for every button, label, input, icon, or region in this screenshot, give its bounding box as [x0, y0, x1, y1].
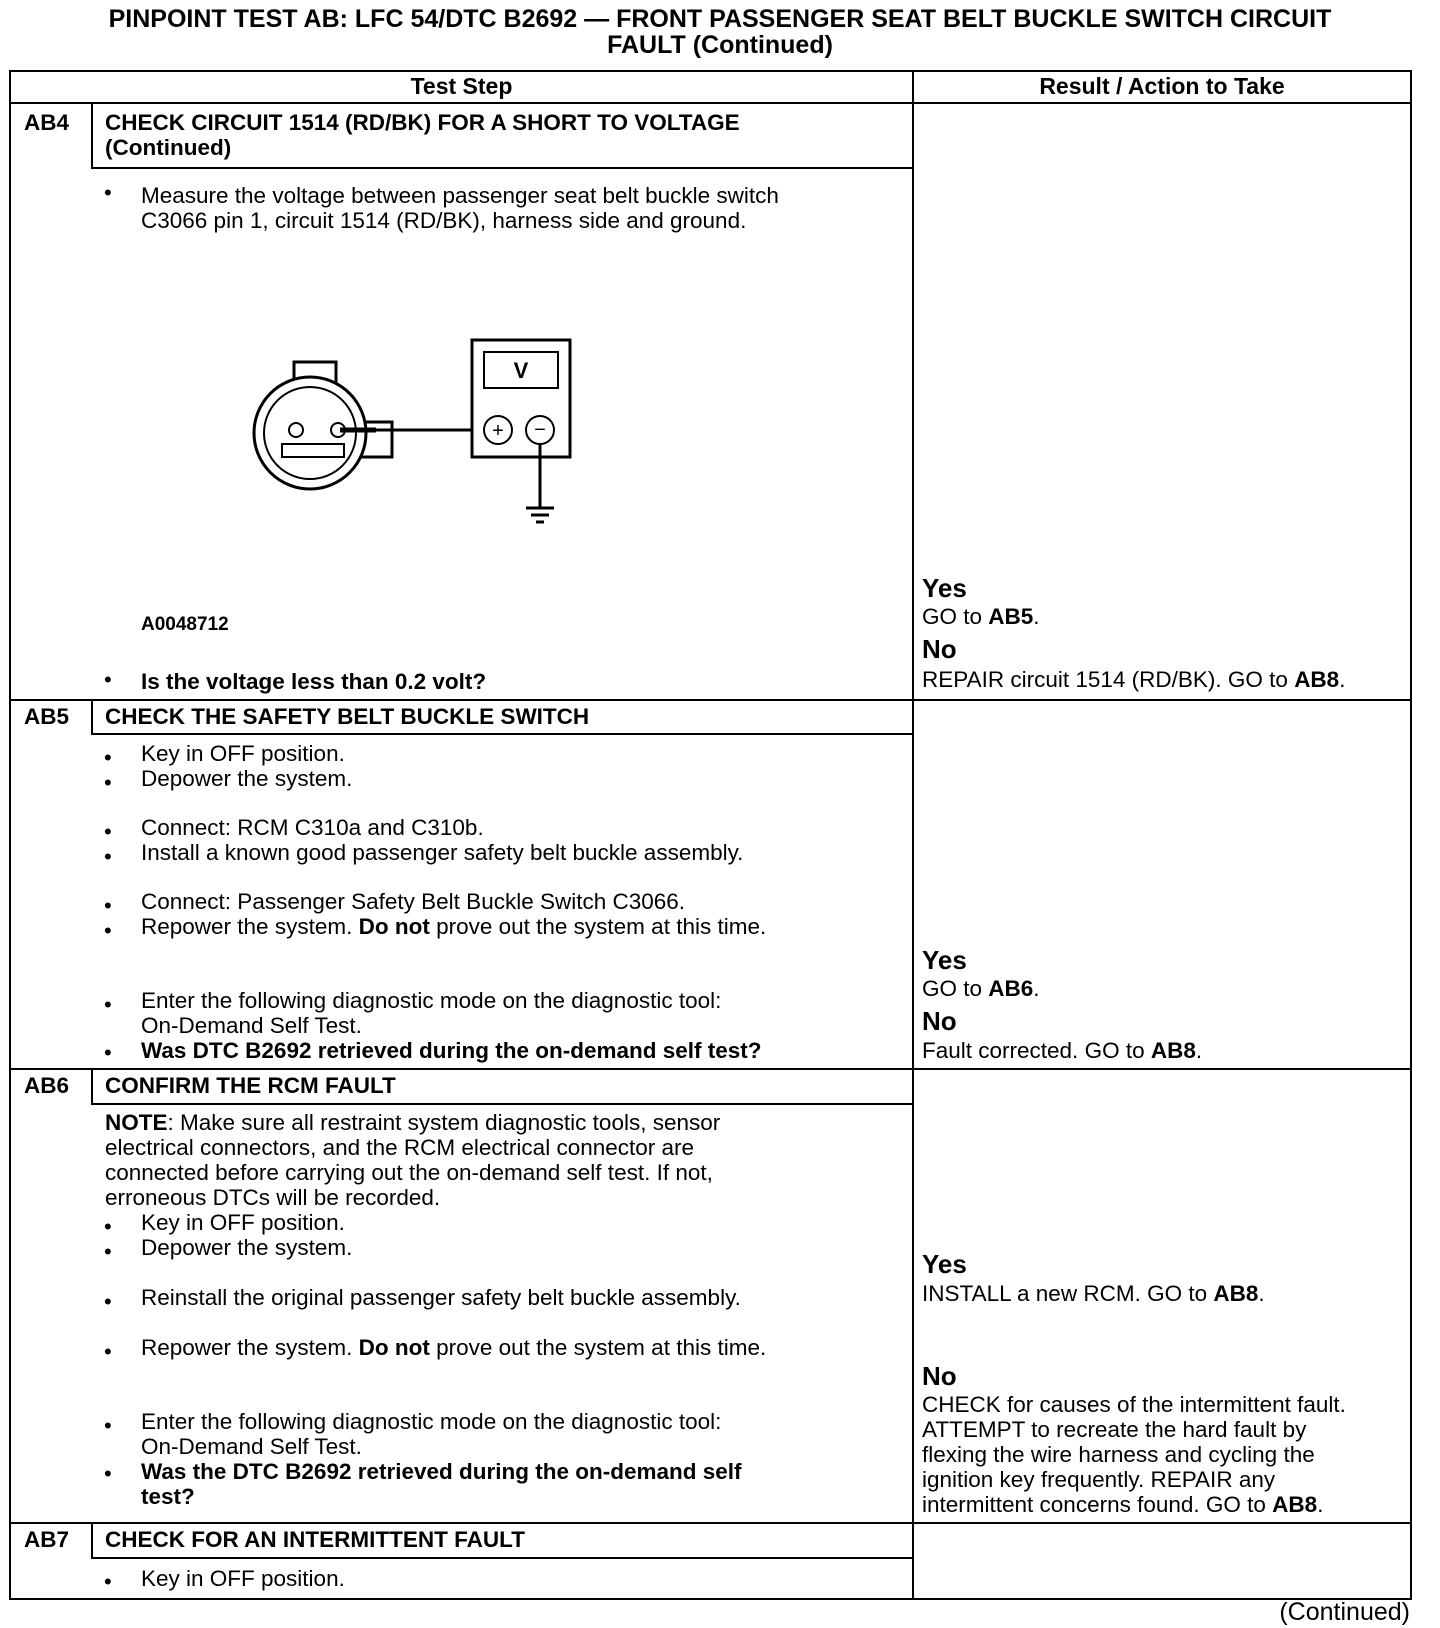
bullet: • — [104, 819, 112, 844]
title-line-2: FAULT (Continued) — [607, 31, 833, 59]
ab6-heading: CONFIRM THE RCM FAULT — [105, 1073, 396, 1098]
ab4-no-target[interactable]: AB8 — [1294, 667, 1340, 692]
ab5-step-5: Connect: Passenger Safety Belt Buckle Switch C3066. — [141, 889, 686, 914]
svg-text:−: − — [534, 419, 546, 441]
step-id-ab6: AB6 — [24, 1073, 70, 1098]
step-id-divider — [91, 104, 93, 168]
ab5-no-action: Fault corrected. GO to AB8. — [922, 1038, 1203, 1063]
note-label: NOTE — [105, 1110, 168, 1135]
step-id-divider — [91, 1524, 93, 1557]
ab6-note: NOTE: Make sure all restraint system diagnostic tools, sensor — [105, 1110, 721, 1135]
ab5-yes-label: Yes — [922, 945, 967, 975]
ab5-step-4: Install a known good passenger safety belt buckle assembly. — [141, 840, 744, 865]
ab4-question: Is the voltage less than 0.2 volt? — [141, 669, 487, 694]
ab7-heading-divider — [91, 1557, 912, 1559]
bullet: • — [104, 1569, 112, 1594]
ab5-no-label: No — [922, 1006, 957, 1036]
header-divider — [9, 102, 1412, 104]
ab6-question: Was the DTC B2692 retrieved during the on-demand self — [141, 1459, 742, 1484]
ab6-step-3: Reinstall the original passenger safety belt buckle assembly. — [141, 1285, 741, 1310]
ab4-heading-continued: (Continued) — [105, 135, 232, 160]
row-divider — [9, 1068, 1412, 1070]
step-id-ab4: AB4 — [24, 110, 70, 135]
svg-text:+: + — [492, 420, 504, 442]
ab6-yes-target[interactable]: AB8 — [1213, 1281, 1259, 1306]
meter-symbol: V — [513, 358, 529, 383]
ab5-heading-divider — [91, 733, 912, 735]
bullet: • — [104, 1214, 112, 1239]
ab6-step-1: Key in OFF position. — [141, 1210, 345, 1235]
ab6-step-5-cont: On-Demand Self Test. — [141, 1434, 362, 1459]
bullet: • — [104, 770, 112, 795]
ab6-note-line-3: connected before carrying out the on-demand self test. If not, — [105, 1160, 713, 1185]
ab7-heading: CHECK FOR AN INTERMITTENT FAULT — [105, 1527, 525, 1552]
step-id-divider — [91, 701, 93, 734]
bullet: • — [104, 844, 112, 869]
figure-id: A0048712 — [141, 614, 229, 635]
ab6-no-line-5: intermittent concerns found. GO to AB8. — [922, 1492, 1324, 1517]
ab4-yes-action: GO to AB5. — [922, 604, 1040, 629]
ab6-no-line-4: ignition key frequently. REPAIR any — [922, 1467, 1276, 1492]
bullet: • — [104, 1289, 112, 1314]
ab5-heading: CHECK THE SAFETY BELT BUCKLE SWITCH — [105, 704, 590, 729]
ab6-step-4: Repower the system. Do not prove out the system at this time. — [141, 1335, 767, 1360]
ab6-yes-label: Yes — [922, 1249, 967, 1279]
ab5-question: Was DTC B2692 retrieved during the on-demand self test? — [141, 1038, 762, 1063]
ab5-yes-action: GO to AB6. — [922, 976, 1040, 1001]
ab4-no-label: No — [922, 634, 957, 664]
ab6-step-5: Enter the following diagnostic mode on the diagnostic tool: — [141, 1409, 722, 1434]
ab6-no-target[interactable]: AB8 — [1272, 1492, 1318, 1517]
ab6-no-line-2: ATTEMPT to recreate the hard fault by — [922, 1417, 1307, 1442]
header-test-step: Test Step — [410, 73, 513, 99]
ab5-step-3: Connect: RCM C310a and C310b. — [141, 815, 484, 840]
ab5-step-7-cont: On-Demand Self Test. — [141, 1013, 362, 1038]
header-result-action: Result / Action to Take — [1039, 73, 1285, 99]
ab6-note-line-4: erroneous DTCs will be recorded. — [105, 1185, 441, 1210]
ab6-heading-divider — [91, 1103, 912, 1105]
ab6-step-2: Depower the system. — [141, 1235, 353, 1260]
ab4-no-action: REPAIR circuit 1514 (RD/BK). GO to AB8. — [922, 667, 1346, 692]
ab6-no-line-3: flexing the wire harness and cycling the — [922, 1442, 1315, 1467]
ab5-step-7: Enter the following diagnostic mode on the diagnostic tool: — [141, 988, 722, 1013]
bullet: • — [104, 918, 112, 943]
ab4-step-1: Measure the voltage between passenger seat belt buckle switch — [141, 183, 779, 208]
ab6-question-cont: test? — [141, 1484, 195, 1509]
bullet: • — [104, 667, 112, 692]
ab6-yes-action: INSTALL a new RCM. GO to AB8. — [922, 1281, 1265, 1306]
ab5-step-2: Depower the system. — [141, 766, 353, 791]
ab5-step-6: Repower the system. Do not prove out the system at this time. — [141, 914, 767, 939]
bullet: • — [104, 1040, 112, 1065]
ab4-yes-target[interactable]: AB5 — [988, 604, 1034, 629]
bullet: • — [104, 745, 112, 770]
ab4-heading: CHECK CIRCUIT 1514 (RD/BK) FOR A SHORT TO VOLTAGE — [105, 110, 740, 135]
ab4-heading-divider — [91, 167, 912, 169]
ab7-step-1: Key in OFF position. — [141, 1566, 345, 1591]
title-line-1: PINPOINT TEST AB: LFC 54/DTC B2692 — FRONT PASSENGER SEAT BELT BUCKLE SWITCH CIRCUIT — [108, 5, 1332, 33]
ab5-yes-target[interactable]: AB6 — [988, 976, 1034, 1001]
ab5-no-target[interactable]: AB8 — [1150, 1038, 1196, 1063]
row-divider — [9, 699, 1412, 701]
continued-footer: (Continued) — [1279, 1598, 1410, 1626]
row-divider — [9, 1522, 1412, 1524]
voltage-measurement-diagram — [250, 330, 590, 540]
bullet: • — [104, 180, 112, 205]
ab6-no-label: No — [922, 1361, 957, 1391]
bullet: • — [104, 1461, 112, 1486]
column-divider — [912, 70, 914, 1600]
step-id-divider — [91, 1070, 93, 1103]
ab6-note-line-2: electrical connectors, and the RCM electrical connector are — [105, 1135, 695, 1160]
bullet: • — [104, 1339, 112, 1364]
page-title — [0, 6, 1440, 58]
bullet: • — [104, 1239, 112, 1264]
bullet: • — [104, 1413, 112, 1438]
ab6-no-line-1: CHECK for causes of the intermittent fault. — [922, 1392, 1346, 1417]
ab4-yes-label: Yes — [922, 573, 967, 603]
step-id-ab5: AB5 — [24, 704, 70, 729]
ab4-step-1-cont: C3066 pin 1, circuit 1514 (RD/BK), harness side and ground. — [141, 208, 747, 233]
bullet: • — [104, 893, 112, 918]
ab5-step-1: Key in OFF position. — [141, 741, 345, 766]
step-id-ab7: AB7 — [24, 1527, 70, 1552]
bullet: • — [104, 992, 112, 1017]
